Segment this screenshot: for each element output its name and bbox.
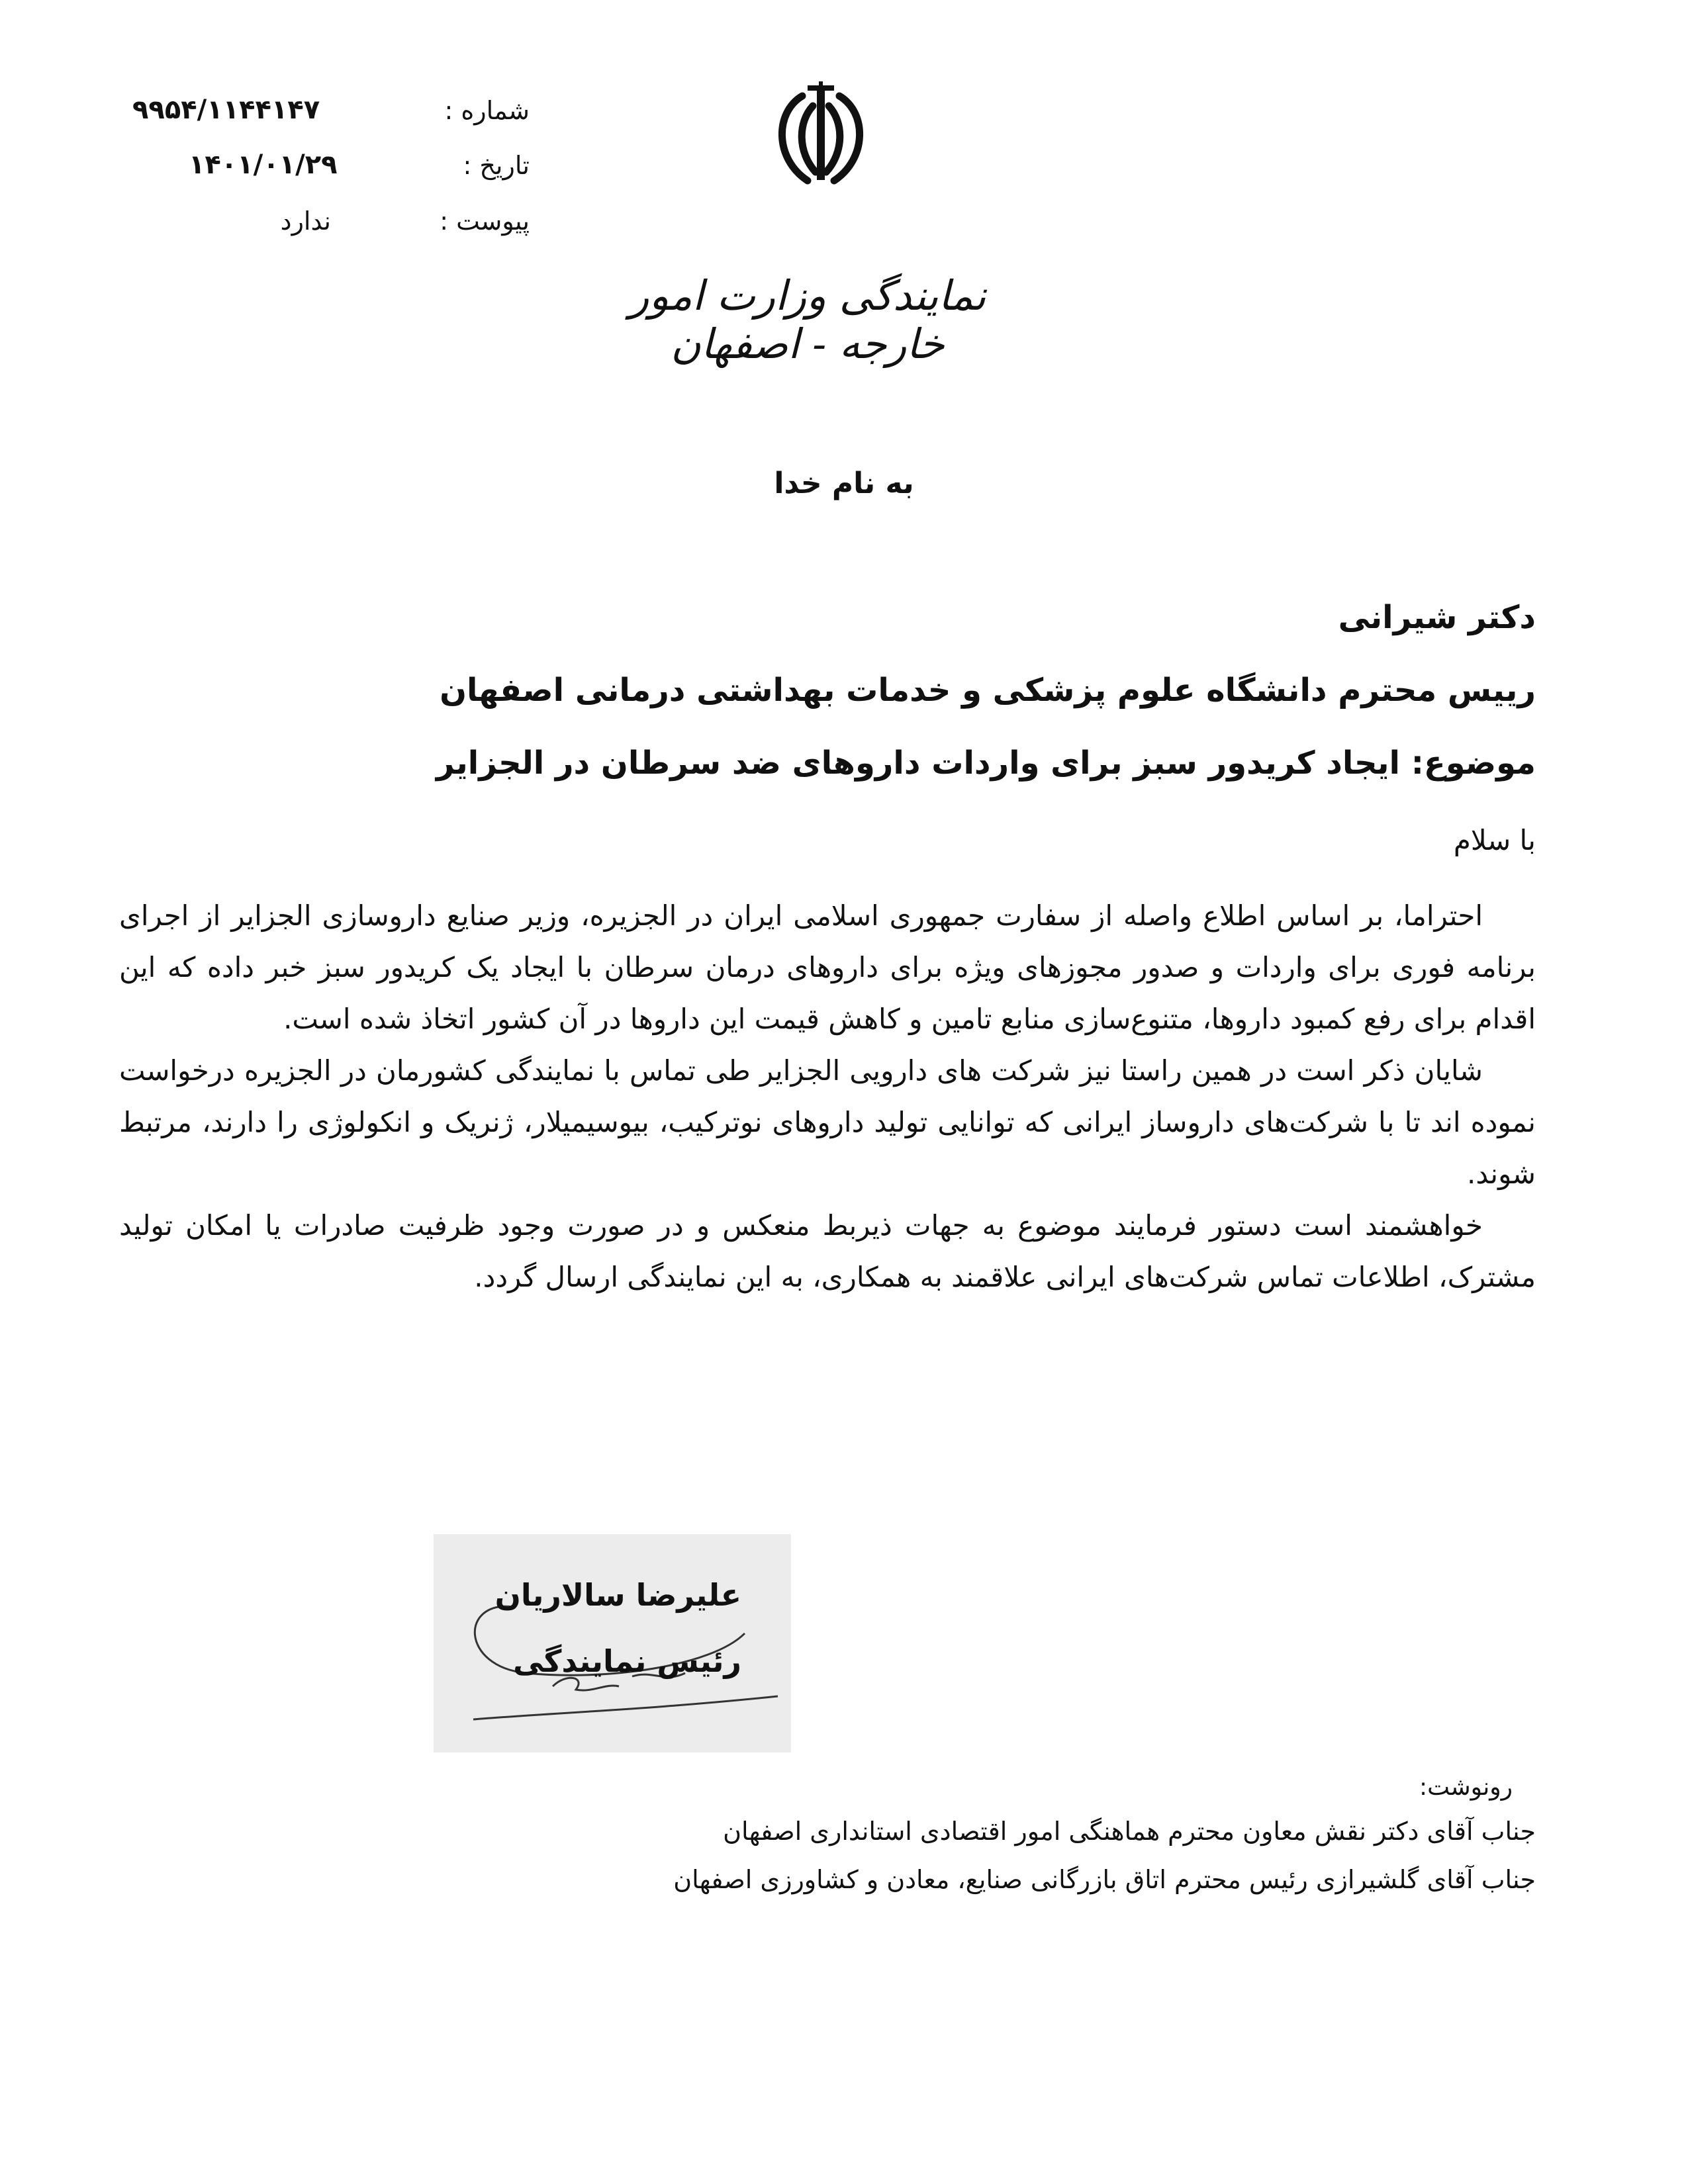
body-paragraph: احتراما، بر اساس اطلاع واصله از سفارت جمهوری اسلامی ایران در الجزیره، وزیر صنایع داروسازی الجزایر از اجرای برنامه فوری برای واردات و صدور مجوزهای ویژه برای داروهای درمان سرطان با ایجاد یک کریدور سبز خبر داده که این اقدام برای رفع کمبود داروها، متنوع‌سازی منابع تامین و کاهش قیمت این داروها در آن کشور اتخاذ شده است. — [119, 899, 1536, 1035]
iran-emblem-icon — [761, 76, 880, 195]
recipient-name: دکتر شیرانی — [1338, 599, 1536, 636]
attachment-label: پیوست : — [440, 206, 530, 236]
subject-line: موضوع: ایجاد کریدور سبز برای واردات داروهای ضد سرطان در الجزایر — [436, 745, 1536, 782]
letter-body — [119, 890, 1536, 1303]
date-label: تاریخ : — [463, 151, 530, 180]
cc-line: جناب آقای گلشیرازی رئیس محترم اتاق بازرگانی صنایع، معادن و کشاورزی اصفهان — [673, 1865, 1536, 1894]
date-value: ۱۴۰۱/۰۱/۲۹ — [189, 150, 338, 180]
body-paragraph: خواهشمند است دستور فرمایند موضوع به جهات ذیربط منعکس و در صورت وجود ظرفیت صادرات یا امکان تولید مشترک، اطلاعات تماس شرکت‌های ایرانی علاقمند به همکاری، به این نمایندگی ارسال گردد. — [119, 1209, 1536, 1293]
number-label: شماره : — [444, 96, 530, 125]
attachment-value: ندارد — [280, 206, 331, 236]
greeting: با سلام — [1453, 824, 1536, 856]
signature-block — [434, 1534, 791, 1752]
basmala: به نام خدا — [774, 467, 914, 500]
cc-line: جناب آقای دکتر نقش معاون محترم هماهنگی امور اقتصادی استانداری اصفهان — [723, 1817, 1536, 1846]
body-paragraph: شایان ذکر است در همین راستا نیز شرکت های دارویی الجزایر طی تماس با نمایندگی کشورمان در الجزیره درخواست نموده اند تا با شرکت‌های داروساز ایرانی که توانایی تولید داروهای نوترکیب، بیوسیمیلار، ژنریک و انکولوژی را دارند، مرتبط شوند. — [119, 1054, 1536, 1190]
signatory-title: رئیس نمایندگی — [513, 1643, 741, 1679]
signatory-name: علیرضا سالاریان — [494, 1577, 741, 1613]
number-value: ۹۹۵۴/۱۱۴۴۱۴۷ — [132, 95, 320, 125]
recipient-title: رییس محترم دانشگاه علوم پزشکی و خدمات بهداشتی درمانی اصفهان — [440, 672, 1536, 709]
organization-title: نمایندگی وزارت امور خارجه - اصفهان — [629, 271, 986, 368]
cc-label: رونوشت: — [1419, 1774, 1513, 1801]
